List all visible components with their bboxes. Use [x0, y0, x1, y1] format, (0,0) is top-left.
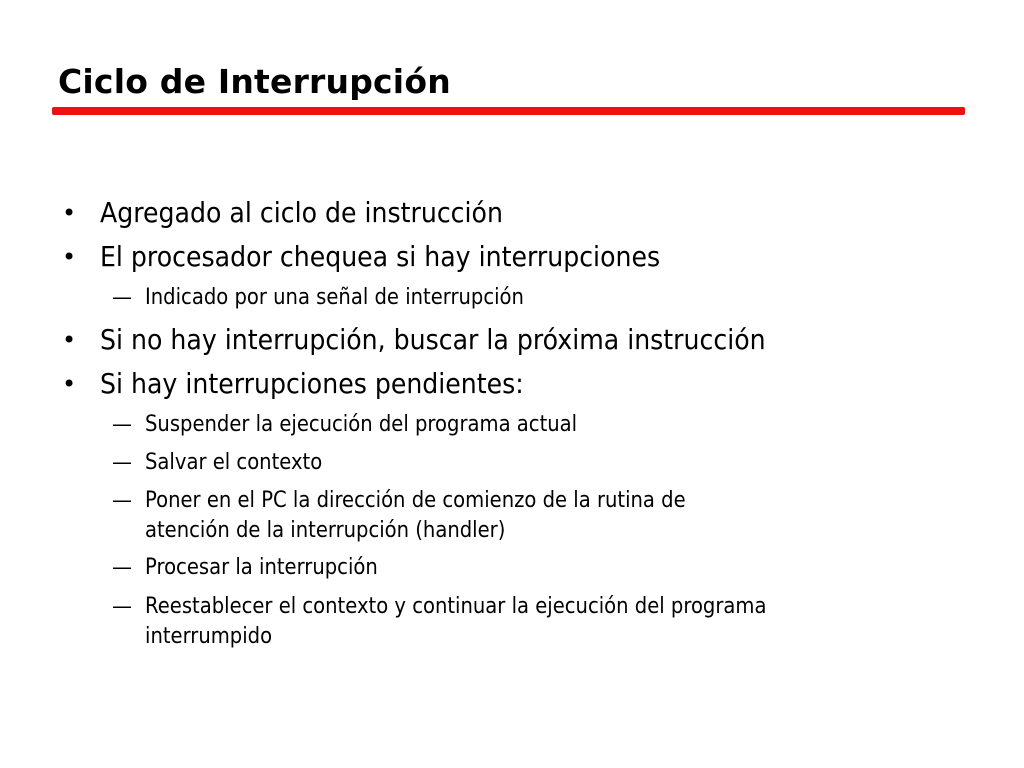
sub-list-item: Procesar la interrupción	[145, 555, 378, 580]
list-item: Si no hay interrupción, buscar la próxima instrucción	[100, 323, 766, 356]
sub-list-item-continuation: atención de la interrupción (handler)	[145, 518, 506, 543]
dash-icon: —	[112, 594, 132, 618]
bullet-icon: •	[62, 326, 77, 354]
sub-list-item: Reestablecer el contexto y continuar la ejecución del programa	[145, 594, 767, 619]
dash-icon: —	[112, 488, 132, 512]
sub-list-item: Suspender la ejecución del programa actual	[145, 412, 578, 437]
title-underline	[52, 107, 965, 115]
list-item: Agregado al ciclo de instrucción	[100, 196, 503, 229]
list-item: El procesador chequea si hay interrupciones	[100, 240, 661, 273]
dash-icon: —	[112, 285, 132, 309]
dash-icon: —	[112, 412, 132, 436]
bullet-icon: •	[62, 199, 77, 227]
slide-title: Ciclo de Interrupción	[58, 62, 451, 101]
sub-list-item: Salvar el contexto	[145, 450, 323, 475]
bullet-icon: •	[62, 243, 77, 271]
dash-icon: —	[112, 450, 132, 474]
sub-list-item: Poner en el PC la dirección de comienzo de la rutina de	[145, 488, 686, 513]
bullet-icon: •	[62, 370, 77, 398]
sub-list-item-continuation: interrumpido	[145, 624, 273, 649]
sub-list-item: Indicado por una señal de interrupción	[145, 285, 524, 310]
list-item: Si hay interrupciones pendientes:	[100, 367, 524, 400]
dash-icon: —	[112, 555, 132, 579]
